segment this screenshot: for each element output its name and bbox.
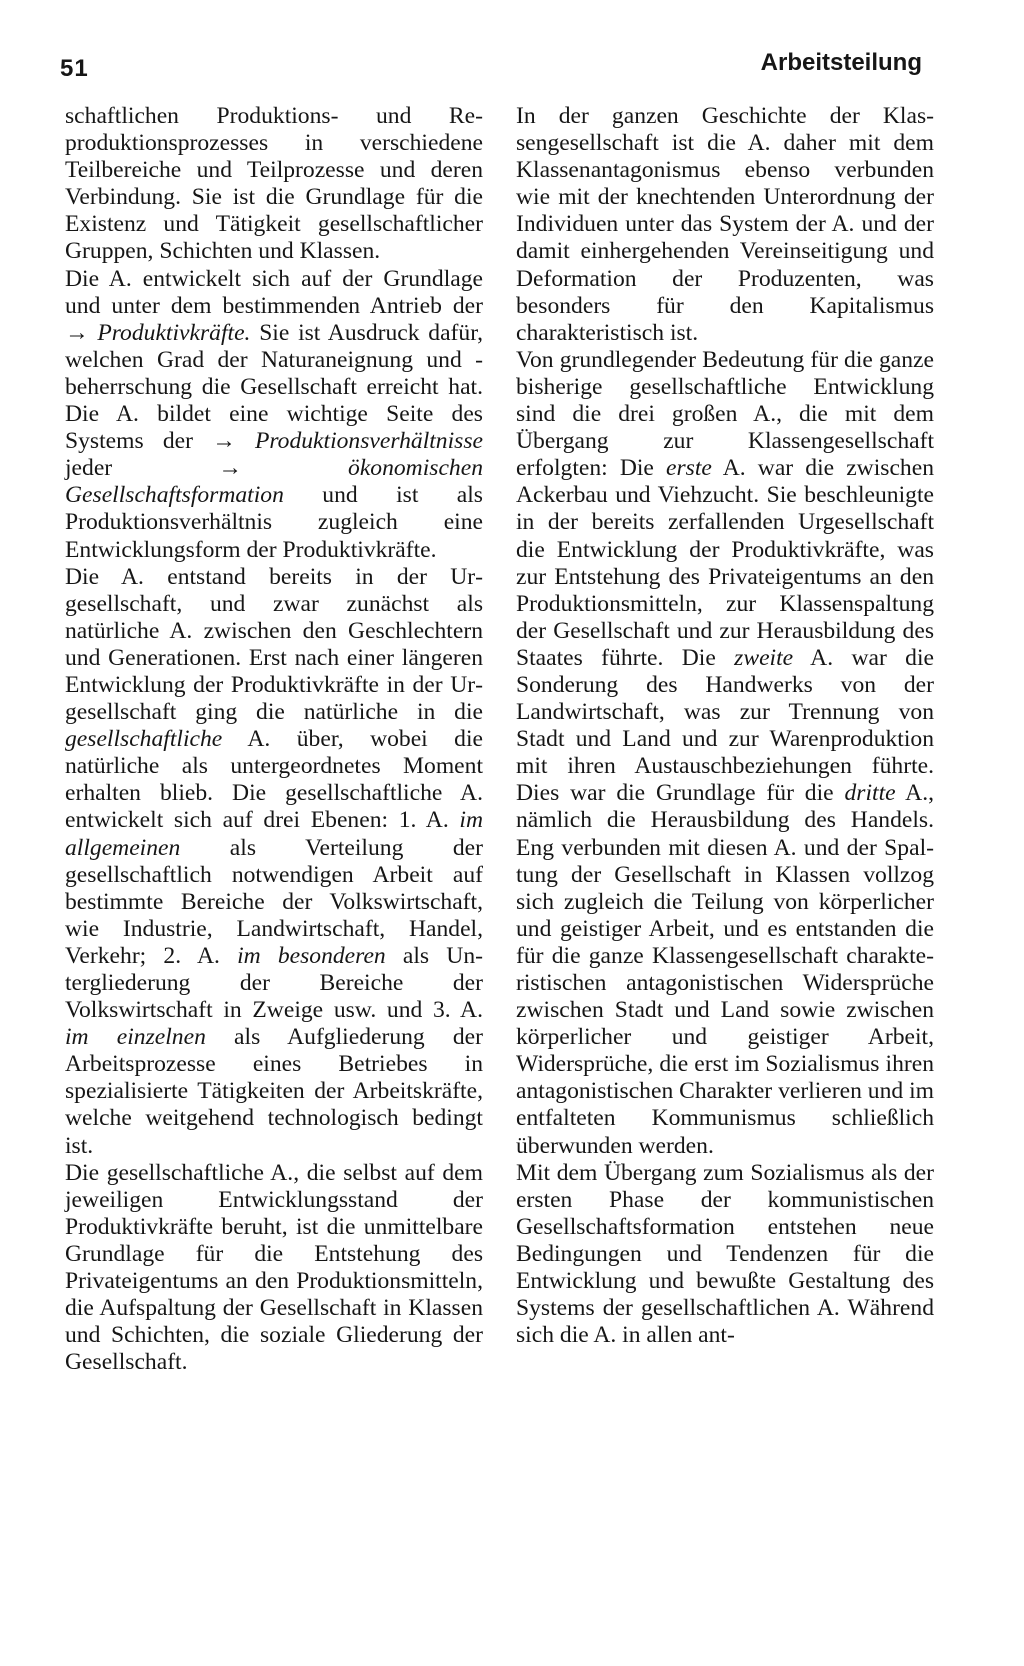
paragraph [65,564,483,1160]
text-run: Von grundlegender Bedeutung für die ganze bisherige gesellschaftliche Entwicklung sind die drei großen A., die mit dem Übergang zur Klassengesellschaft erfolgten: Die [516,346,934,482]
text-run: Die A. entstand bereits in der Urgesellschaft, und zwar zunächst als natürliche A. zwischen den Geschlechtern und Generationen. Erst nach einer längeren Entwicklung der Produktivkräfte in der Urgesellschaft ging die natürliche in die [65,563,483,726]
italic-term: ökonomischen Gesellschaftsformation [65,455,483,509]
paragraph [516,1160,934,1350]
text-run: schaftlichen Produktions- und Reproduktionsprozesses in verschiedene Teilbereiche und Teilprozesse und deren Verbindung. Sie ist die Grundlage für die Existenz und Tätigkeit gesellschaftlicher Gruppen, Schichten und Klassen. [65,103,483,265]
text-run: und ist als Produktionsverhältnis zugleich eine Entwicklungsform der Produktivkräfte. [65,482,483,563]
text-run: A. über, wobei die natürliche als untergeordnetes Moment erhalten blieb. Die gesellschaftliche A. entwickelt sich auf drei Ebenen: 1. A. [65,726,483,834]
italic-term: Produktionsverhältnisse [254,428,483,455]
text-run: Mit dem Übergang zum Sozialismus als der ersten Phase der kommunistischen Gesellschaftsformation entstehen neue Bedingungen und Tendenzen für die Entwicklung und bewußte Gestaltung des Systems der gesellschaftlichen A. Während sich die A. in allen ant- [516,1159,934,1349]
italic-term: erste [666,455,712,482]
paragraph [65,103,483,266]
italic-term: im einzelnen [65,1024,206,1051]
paragraph [65,266,483,564]
text-run: A. war die Sonderung des Handwerks von der Landwirtschaft, was zur Trennung von Stadt und Land und zur Warenproduktion mit ihren Austauschbeziehungen führte. Dies war die Grundlage für die [516,644,934,807]
page-number: 51 [60,55,89,82]
text-column-left [65,103,483,1376]
running-head-title: Arbeitsteilung [760,49,922,76]
italic-term: gesellschaftliche [65,726,223,753]
text-run: als Untergliederung der Bereiche der Volkswirtschaft in Zweige usw. und 3. A. [65,942,483,1024]
italic-term: zweite [734,644,794,671]
text-run: jeder → [65,455,349,482]
italic-term: dritte [844,780,896,807]
italic-term: im allgemeinen [65,807,483,861]
paragraph [65,1160,483,1377]
text-run: als Verteilung der gesellschaftlich notwendigen Arbeit auf bestimmte Bereiche der Volkswirtschaft, wie Industrie, Landwirtschaft, Handel, Verkehr; 2. A. [65,834,483,969]
text-column-right [516,103,934,1349]
text-run: Sie ist Ausdruck dafür, welchen Grad der Naturaneignung und -beherrschung die Gesellschaft erreicht hat. Die A. bildet eine wichtige Seite des Systems der → [65,319,484,455]
text-run: A. war die zwischen Ackerbau und Viehzucht. Sie beschleunigte in der bereits zerfallenden Urgesellschaft die Entwicklung der Produktivkräfte, was zur Entstehung des Privateigentums an den Produktionsmitteln, zur Klassenspaltung der Gesellschaft und zur Herausbildung des Staates führte. Die [516,455,934,671]
italic-term: Produktivkräfte. [97,319,251,346]
text-run: Die A. entwickelt sich auf der Grundlage und unter dem bestimmenden Antrieb der → [65,265,483,346]
paragraph [516,347,934,1160]
text-run: A., nämlich die Herausbildung des Handels. Eng verbunden mit diesen A. und der Spaltung der Gesellschaft in Klassen vollzog sich zugleich die Teilung von körperlicher und geistiger Arbeit, und es entstanden die für die ganze Klassengesellschaft charakteristischen antagonistischen Widersprüche zwischen Stadt und Land sowie zwischen körperlicher und geistiger Arbeit, Widersprüche, die erst im Sozialismus ihren antagonistischen Charakter verlieren und im entfalteten Kommunismus schließlich überwunden werden. [516,780,934,1159]
italic-term: im besonderen [237,942,386,969]
text-run: als Aufgliederung der Arbeitsprozesse eines Betriebes in spezialisierte Tätigkeiten der Arbeitskräfte, welche weitgehend technologisch bedingt ist. [65,1024,483,1159]
text-run: In der ganzen Geschichte der Klassengesellschaft ist die A. daher mit dem Klassenantagonismus ebenso verbunden wie mit der knechtenden Unterordnung der Individuen unter das System der A. und der damit einhergehenden Vereinseitigung und Deformation der Produzenten, was besonders für den Kapitalismus charakteristisch ist. [516,103,934,346]
text-run: Die gesellschaftliche A., die selbst auf dem jeweiligen Entwicklungsstand der Produktivkräfte beruht, ist die unmittelbare Grundlage für die Entstehung des Privateigentums an den Produktionsmitteln, die Aufspaltung der Gesellschaft in Klassen und Schichten, die soziale Gliederung der Gesellschaft. [65,1159,483,1376]
paragraph [516,103,934,347]
